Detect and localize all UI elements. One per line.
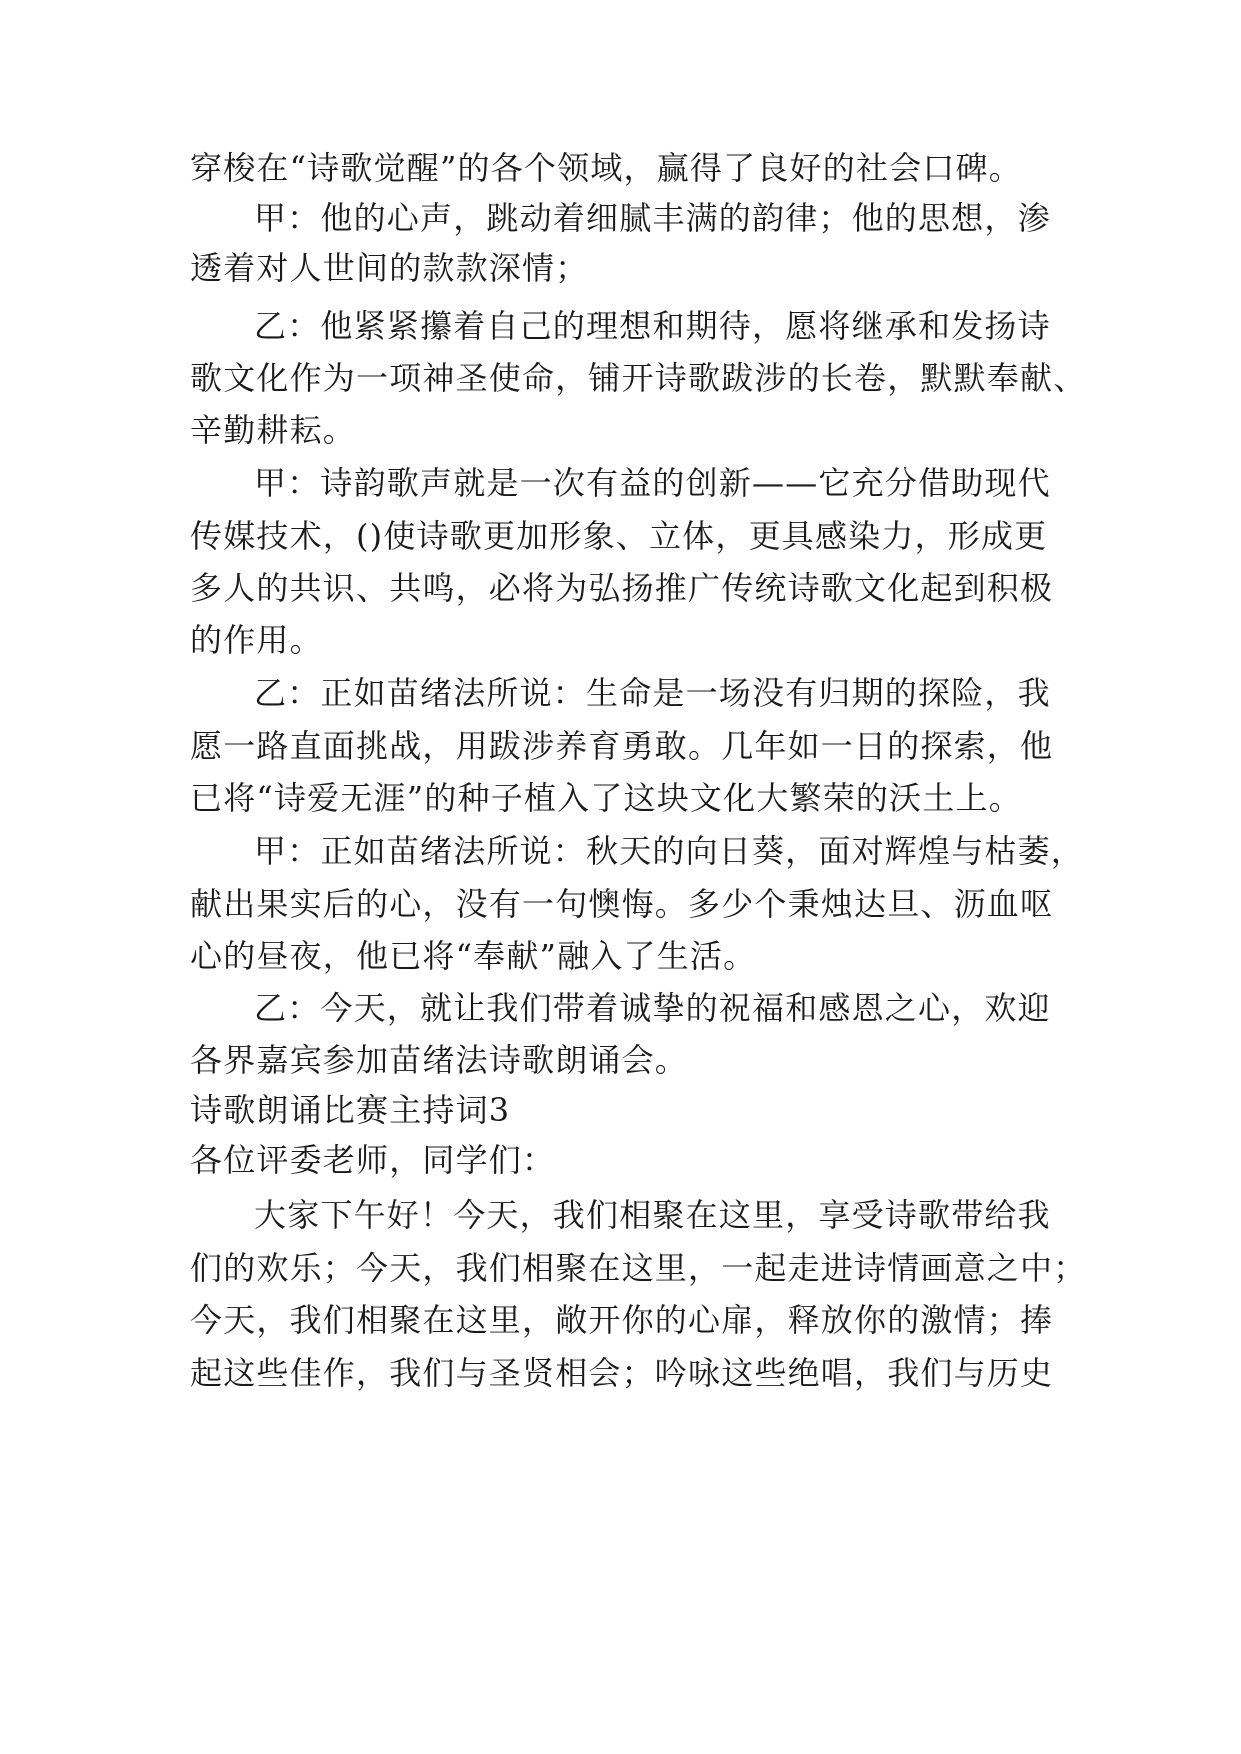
text-line: 已将“诗爱无涯”的种子植入了这块文化大繁荣的沃土上。 [190,779,1022,817]
section-heading: 诗歌朗诵比赛主持词3 [190,1091,511,1129]
text-line: 今天，我们相聚在这里，敞开你的心扉，释放你的激情；捧 [190,1301,1054,1339]
text-line: 透着对人世间的款款深情； [190,249,589,287]
text-line: 传媒技术，()使诗歌更加形象、立体，更具感染力，形成更 [190,517,1048,555]
text-line: 的作用。 [190,621,323,659]
text-line: 辛勤耕耘。 [190,411,357,449]
salutation: 各位评委老师，同学们： [190,1141,556,1179]
text-line: 甲：他的心声，跳动着细腻丰满的韵律；他的思想，渗 [254,199,1051,237]
text-line: 甲：诗韵歌声就是一次有益的创新——它充分借助现代 [254,464,1051,502]
text-line: 大家下午好！今天，我们相聚在这里，享受诗歌带给我 [254,1196,1051,1234]
text-line: 起这些佳作，我们与圣贤相会；吟咏这些绝唱，我们与历史 [190,1354,1054,1392]
text-line: 乙：今天，就让我们带着诚挚的祝福和感恩之心，欢迎 [254,989,1051,1027]
text-line: 乙：他紧紧攥着自己的理想和期待，愿将继承和发扬诗 [254,307,1051,345]
text-line: 献出果实后的心，没有一句懊悔。多少个秉烛达旦、沥血呕 [190,885,1054,923]
text-line: 多人的共识、共鸣，必将为弘扬推广传统诗歌文化起到积极 [190,569,1054,607]
text-line: 歌文化作为一项神圣使命，铺开诗歌跋涉的长卷，默默奉献、 [190,359,1087,397]
text-line: 甲：正如苗绪法所说：秋天的向日葵，面对辉煌与枯萎， [254,832,1085,870]
text-line: 心的昼夜，他已将“奉献”融入了生活。 [190,937,757,975]
text-line: 愿一路直面挑战，用跋涉养育勇敢。几年如一日的探索，他 [190,727,1054,765]
text-line: 们的欢乐；今天，我们相聚在这里，一起走进诗情画意之中； [190,1249,1087,1287]
text-line: 各界嘉宾参加苗绪法诗歌朗诵会。 [190,1041,689,1079]
text-line: 乙：正如苗绪法所说：生命是一场没有归期的探险，我 [254,674,1051,712]
text-line: 穿梭在“诗歌觉醒”的各个领域，赢得了良好的社会口碑。 [190,149,1022,187]
